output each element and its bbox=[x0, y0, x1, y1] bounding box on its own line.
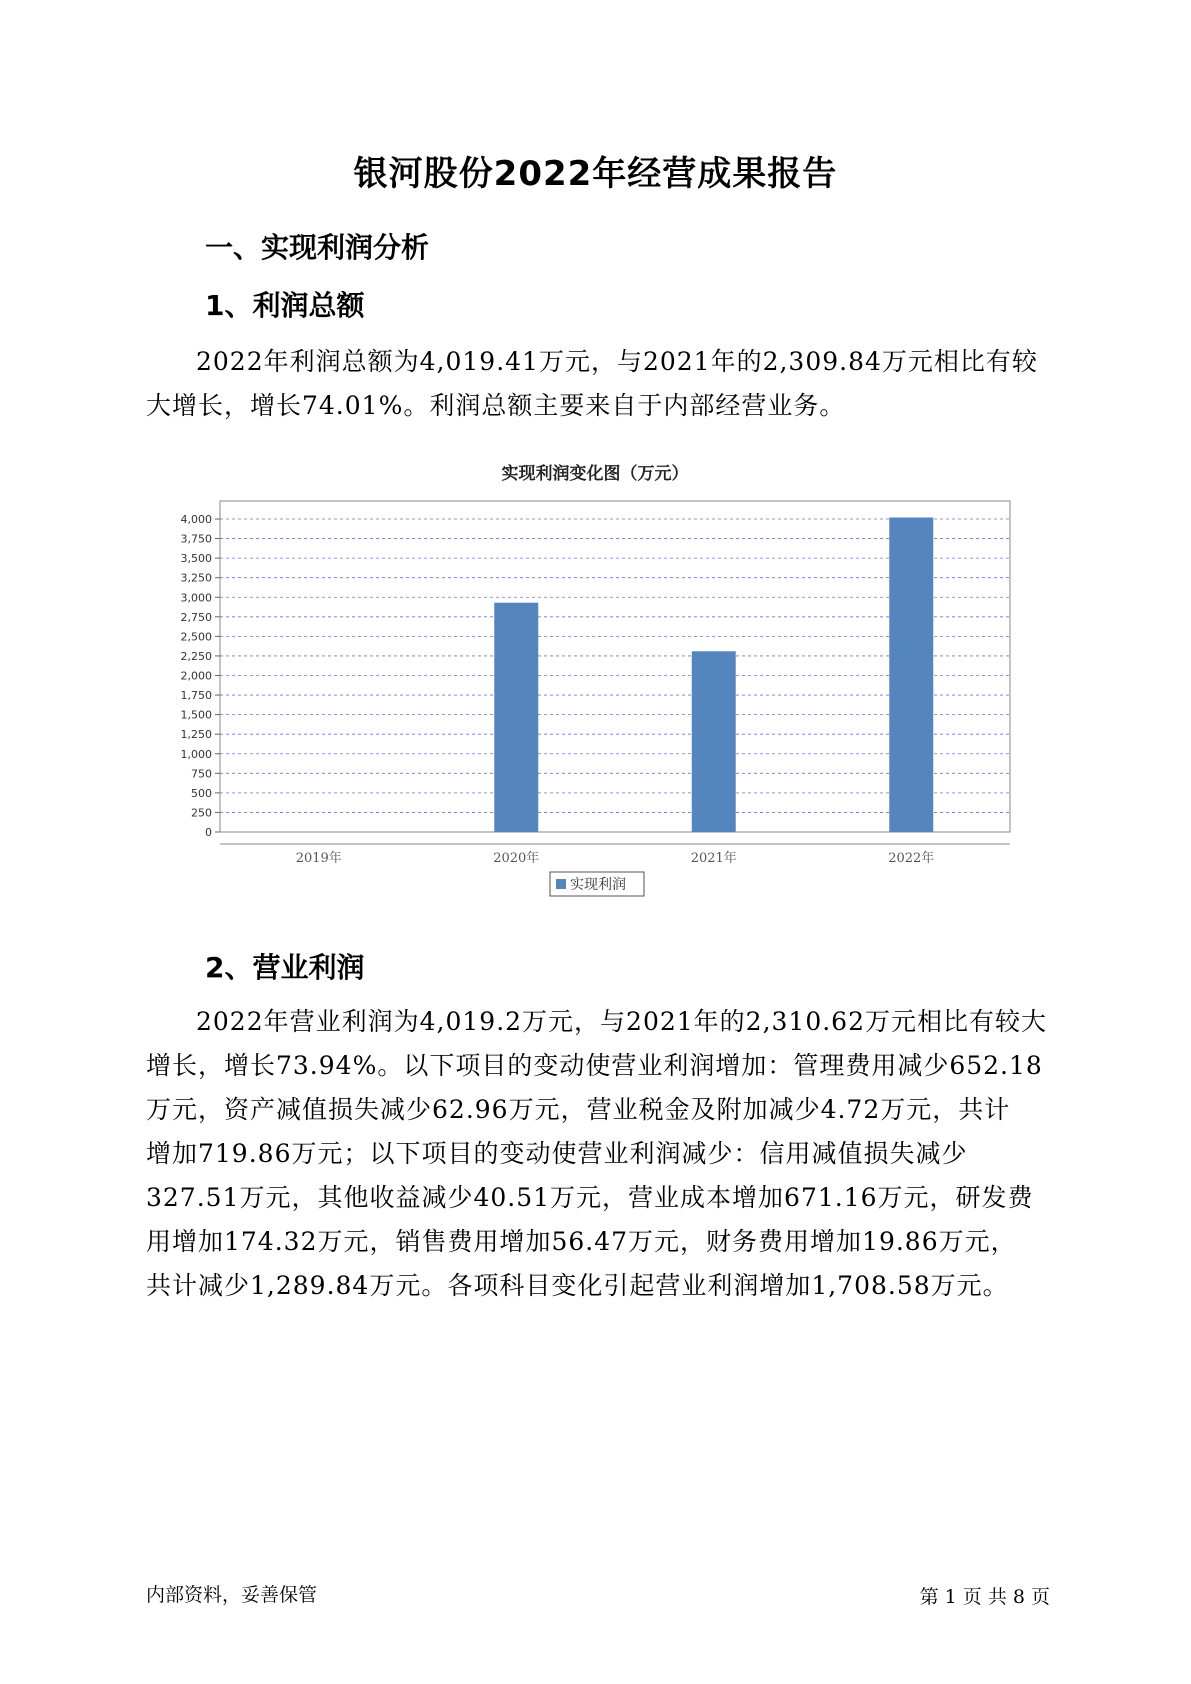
footer-confidential-note: 内部资料，妥善保管 bbox=[146, 1584, 318, 1606]
profit-chart bbox=[0, 455, 1191, 915]
paragraph-line: 增长，增长73.94%。以下项目的变动使营业利润增加：管理费用减少652.18 bbox=[146, 1051, 1043, 1080]
y-tick-label: 1,500 bbox=[180, 708, 212, 722]
section-heading: 一、实现利润分析 bbox=[205, 231, 430, 264]
bar-3 bbox=[692, 651, 736, 832]
paragraph-line: 增加719.86万元；以下项目的变动使营业利润减少：信用减值损失减少 bbox=[146, 1139, 968, 1168]
y-tick-label: 1,250 bbox=[180, 728, 212, 742]
y-tick-label: 3,750 bbox=[180, 532, 212, 546]
paragraph-line: 2022年利润总额为4,019.41万元，与2021年的2,309.84万元相比有较 bbox=[196, 347, 1038, 376]
y-tick-label: 3,250 bbox=[180, 571, 212, 585]
paragraph-line: 2022年营业利润为4,019.2万元，与2021年的2,310.62万元相比有较大 bbox=[196, 1007, 1047, 1036]
bar-4 bbox=[889, 517, 933, 832]
paragraph-operating-profit bbox=[146, 1000, 1046, 1308]
legend-label: 实现利润 bbox=[570, 877, 626, 893]
y-tick-label: 3,000 bbox=[180, 591, 212, 605]
chart-title: 实现利润变化图（万元） bbox=[501, 464, 689, 484]
x-tick-label: 2022年 bbox=[888, 851, 935, 866]
paragraph-line: 万元，资产减值损失减少62.96万元，营业税金及附加减少4.72万元，共计 bbox=[146, 1095, 1011, 1124]
subsection-heading-operating-profit: 2、营业利润 bbox=[205, 951, 365, 984]
y-tick-label: 2,000 bbox=[180, 669, 212, 683]
footer-page-number: 第 1 页 共 8 页 bbox=[919, 1586, 1050, 1608]
y-tick-label: 500 bbox=[191, 786, 212, 800]
y-tick-label: 2,250 bbox=[180, 649, 212, 663]
paragraph-line: 大增长，增长74.01%。利润总额主要来自于内部经营业务。 bbox=[146, 391, 846, 420]
paragraph-profit-total bbox=[146, 340, 1046, 428]
subsection-heading-profit-total: 1、利润总额 bbox=[205, 289, 365, 322]
bar-2 bbox=[494, 603, 538, 832]
x-tick-label: 2021年 bbox=[690, 851, 737, 866]
page-title: 银河股份2022年经营成果报告 bbox=[353, 154, 838, 194]
y-tick-label: 1,750 bbox=[180, 689, 212, 703]
paragraph-line: 327.51万元，其他收益减少40.51万元，营业成本增加671.16万元，研发费 bbox=[146, 1183, 1034, 1212]
x-tick-label: 2020年 bbox=[493, 851, 540, 866]
profit-bar-chart bbox=[0, 455, 1191, 915]
paragraph-line: 共计减少1,289.84万元。各项科目变化引起营业利润增加1,708.58万元。 bbox=[146, 1271, 1009, 1300]
y-tick-label: 2,750 bbox=[180, 610, 212, 624]
y-tick-label: 750 bbox=[191, 767, 212, 781]
paragraph-line: 用增加174.32万元，销售费用增加56.47万元，财务费用增加19.86万元， bbox=[146, 1227, 1017, 1256]
x-tick-label: 2019年 bbox=[295, 851, 342, 866]
y-tick-label: 4,000 bbox=[180, 513, 212, 526]
y-tick-label: 0 bbox=[205, 826, 212, 839]
y-tick-label: 250 bbox=[191, 806, 212, 820]
legend-swatch bbox=[556, 879, 566, 889]
y-tick-label: 1,000 bbox=[180, 747, 212, 761]
y-tick-label: 2,500 bbox=[180, 630, 212, 644]
y-tick-label: 3,500 bbox=[180, 552, 212, 566]
